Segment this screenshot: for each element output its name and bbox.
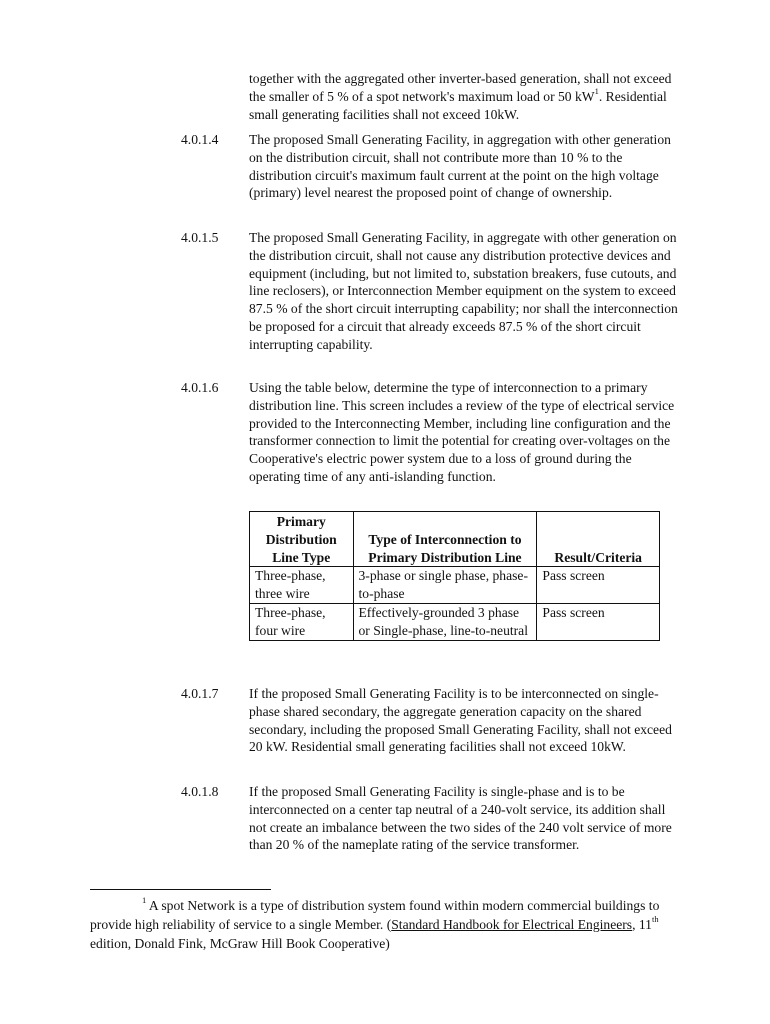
footnote-mark: 1 [142,894,147,905]
table-row [250,603,660,640]
section-number: 4.0.1.6 [181,380,219,395]
section-text: The proposed Small Generating Facility, in aggregate with other generation on the distribution circuit, shall not cause any distribution protective devices and equipment (including, but not limited to, substation breakers, fuse cutouts, and line reclosers), or Interconnection Member equipment on the system to exceed 87.5 % of the short circuit interrupting capability; nor shall the interconnection be proposed for a circuit that already exceeds 87.5 % of the short circuit interrupting capability. [249,230,678,352]
section-number: 4.0.1.7 [181,686,219,701]
table-row [250,567,660,604]
table-cell: Effectively-grounded 3 phase or Single-phase, line-to-neutral [353,603,537,640]
reference-link[interactable]: Standard Handbook for Electrical Engineers [391,917,633,932]
table-cell: Pass screen [537,567,660,604]
footnote-reference[interactable]: 1 [594,85,599,96]
section-number: 4.0.1.5 [181,230,219,245]
section-text: The proposed Small Generating Facility, in aggregation with other generation on the distribution circuit, shall not contribute more than 10 % to the distribution circuit's maximum fault current at the point on the high voltage (primary) level nearest the proposed point of change of ownership. [249,132,671,201]
section-number: 4.0.1.4 [181,132,219,147]
table-cell: Three-phase, four wire [250,603,354,640]
table-header: Result/Criteria [537,512,660,567]
section-text: If the proposed Small Generating Facility is to be interconnected on single-phase shared secondary, the aggregate generation capacity on the shared secondary, including the proposed Small Generating Facility, shall not exceed 20 kW. Residential small generating facilities shall not exceed 10kW. [249,686,672,755]
table-cell: 3-phase or single phase, phase-to-phase [353,567,537,604]
section-number: 4.0.1.8 [181,784,219,799]
table-header: Type of Interconnection to Primary Distribution Line [353,512,537,567]
table-header-row [250,512,660,567]
continued-paragraph: together with the aggregated other inverter-based generation, shall not exceed the smaller of 5 % of a spot network's maximum load or 50 $kW^1$. Residential small generating facilities shall not exceed 10kW. [249,71,672,122]
section-text: Using the table below, determine the type of interconnection to a primary distribution line. This screen includes a review of the type of electrical service provided to the Interconnecting Member, including line configuration and the transformer connection to limit the potential for creating over-voltages on the Cooperative's electric power system due to a loss of ground during the operating time of any anti-islanding function. [249,380,675,484]
interconnection-table [249,511,660,641]
table-cell: Three-phase, three wire [250,567,354,604]
table-header: Primary Distribution Line Type [250,512,354,567]
table-cell: Pass screen [537,603,660,640]
footnote-divider [90,889,271,890]
footnote: $^1$ A spot Network is a type of distribution system found within modern commercial buildings to provide high reliability of service to a single Member. (Standard Handbook for Electrical Engineers, 11th edition, Donald Fink, McGraw Hill Book Cooperative) [90,894,660,951]
section-text: If the proposed Small Generating Facility is single-phase and is to be interconnected on a center tap neutral of a 240-volt service, its addition shall not create an imbalance between the two sides of the 240 volt service of more than 20 % of the nameplate rating of the service transformer. [249,784,672,853]
